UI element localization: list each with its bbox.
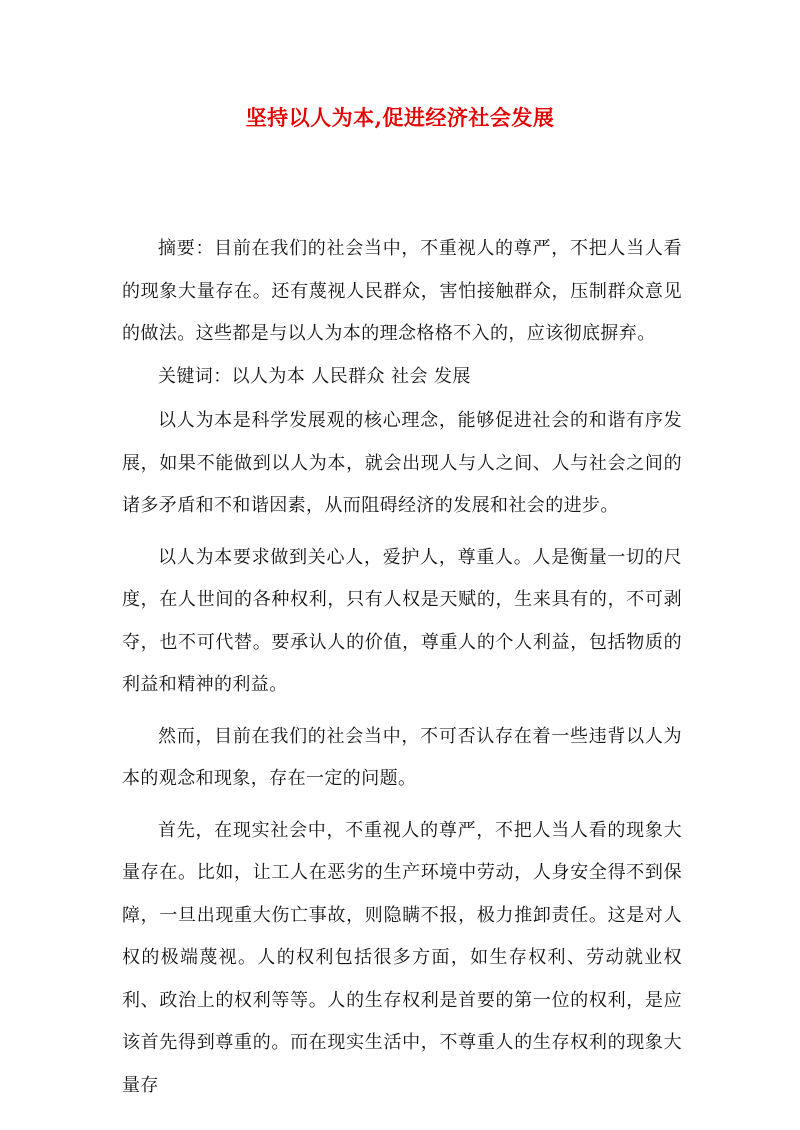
body-paragraph: 以人为本是科学发展观的核心理念，能够促进社会的和谐有序发展，如果不能做到以人为本，就会出现人与人之间、人与社会之间的诸多矛盾和不和谐因素，从而阻碍经济的发展和社会的进步。 bbox=[122, 410, 682, 516]
keywords-paragraph: 关键词：以人为本 人民群众 社会 发展 bbox=[158, 365, 471, 387]
body-paragraph: 首先，在现实社会中，不重视人的尊严，不把人当人看的现象大量存在。比如，让工人在恶劣的生产环境中劳动，人身安全得不到保障，一旦出现重大伤亡事故，则隐瞒不报，极力推卸责任。这是对人权的极端蔑视。人的权利包括很多方面，如生存权利、劳动就业权利、政治上的权利等等。人的生存权利是首要的第一位的权利，是应该首先得到尊重的。而在现实生活中，不尊重人的生存权利的现象大量存 bbox=[122, 819, 682, 1096]
document-title: 坚持以人为本,促进经济社会发展 bbox=[245, 105, 555, 130]
abstract-paragraph: 摘要：目前在我们的社会当中，不重视人的尊严，不把人当人看的现象大量存在。还有蔑视人民群众，害怕接触群众，压制群众意见的做法。这些都是与以人为本的理念格格不入的，应该彻底摒弃。 bbox=[122, 238, 682, 344]
document-body bbox=[122, 228, 682, 1107]
body-paragraph: 然而，目前在我们的社会当中，不可否认存在着一些违背以人为本的观念和现象，存在一定的问题。 bbox=[122, 725, 682, 789]
body-paragraph: 以人为本要求做到关心人，爱护人，尊重人。人是衡量一切的尺度，在人世间的各种权利，只有人权是天赋的，生来具有的，不可剥夺，也不可代替。要承认人的价值，尊重人的个人利益，包括物质的利益和精神的利益。 bbox=[122, 546, 682, 695]
